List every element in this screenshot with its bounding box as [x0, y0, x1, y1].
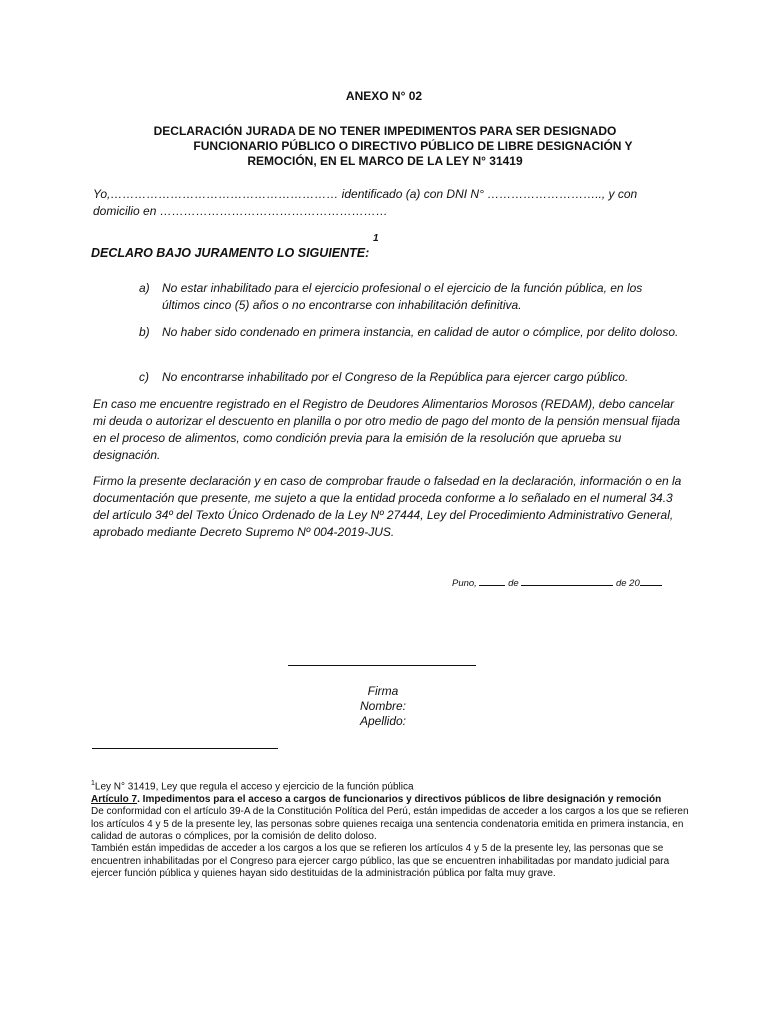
name-label: Nombre: [359, 699, 406, 713]
list-item [139, 369, 679, 386]
footnote-paragraph-2: También están impedidas de acceder a los cargos a los que se refieren los artículos 4 y 5 de la presente ley, las personas que se encuentren inhabilitadas por el Congreso para ejercer cargo público, las que se encuentren inhabilitadas por mandato judicial para ejercer función pública y quienes hayan sido destituidas de la administración pública por falta muy grave. [91, 843, 670, 880]
month-blank [521, 576, 613, 586]
declarant-intro [93, 186, 693, 220]
intro-line-1: Yo,………………………………………………… identificado (a) con DNI N° ……………………….., y con [93, 187, 638, 201]
year-blank [640, 576, 662, 586]
list-item-text: No haber sido condenado en primera instancia, en calidad de autor o cómplice, por delito doloso. [162, 325, 679, 339]
list-item-label: a) [139, 281, 150, 295]
annex-title: ANEXO N° 02 [345, 89, 423, 103]
footnote-article-heading [91, 794, 691, 806]
footnote [91, 778, 691, 881]
signature-label: Firma [367, 684, 399, 698]
list-item [139, 280, 679, 314]
article-title: . Impedimentos para el acceso a cargos de funcionarios y directivos públicos de libre designación y remoción [137, 793, 662, 805]
date-line [452, 576, 662, 589]
signature-paragraph: Firmo la presente declaración y en caso de comprobar fraude o falsedad en la declaración, información o en la documentación que presente, me sujeto a que la entidad proceda conforme a lo señalado en el numeral 34.3 del artículo 34º del Texto Único Ordenado de la Ley Nº 27444, Ley del Procedimiento Administrativo General, aprobado mediante Decreto Supremo Nº 004-2019-JUS. [93, 474, 682, 539]
list-item [139, 324, 679, 341]
surname-label: Apellido: [359, 714, 407, 728]
footnote-separator [92, 748, 278, 749]
footnote-number: 1 [91, 780, 95, 787]
signature-block [300, 684, 466, 729]
footnote-paragraph-1: De conformidad con el artículo 39-A de la Constitución Política del Perú, están impedidas de acceder a los cargos a los que se refieren los artículos 4 y 5 de la presente ley, las personas sobre quienes recaiga una sentencia condenatoria emitida en primera instancia, en calidad de autoras o cómplices, por la comisión de delito doloso. [91, 806, 689, 842]
redam-paragraph: En caso me encuentre registrado en el Registro de Deudores Alimentarios Morosos (REDAM), debo cancelar mi deuda o autorizar el descuento en planilla o por otro medio de pago del monto de la pensión mensual fijada en el proceso de alimentos, como condición previa para la emisión de la resolución que aprueba su designación. [93, 397, 681, 462]
declare-heading: DECLARO BAJO JURAMENTO LO SIGUIENTE: [91, 246, 370, 260]
list-item-text: No estar inhabilitado para el ejercicio profesional o el ejercicio de la función pública, en los últimos cinco (5) años o no encontrarse con inhabilitación definitiva. [162, 281, 643, 312]
declaration-title-line-2: FUNCIONARIO PÚBLICO O DIRECTIVO PÚBLICO DE LIBRE DESIGNACIÓN Y [193, 139, 633, 153]
date-place: Puno, [452, 578, 477, 589]
date-de-1: de [508, 578, 519, 589]
day-blank [479, 576, 505, 586]
footnote-law-line [91, 778, 691, 794]
list-item-label: b) [139, 325, 150, 339]
date-de-2: de 20 [615, 578, 640, 589]
footnote-law: Ley N° 31419, Ley que regula el acceso y ejercicio de la función pública [94, 781, 414, 793]
article-label: Artículo 7 [91, 793, 138, 805]
list-item-text: No encontrarse inhabilitado por el Congreso de la República para ejercer cargo público. [162, 370, 629, 384]
signature-line [288, 665, 476, 666]
declaration-title-line-1: DECLARACIÓN JURADA DE NO TENER IMPEDIMENTOS PARA SER DESIGNADO [153, 124, 617, 138]
declaration-title-line-3: REMOCIÓN, EN EL MARCO DE LA LEY N° 31419 [247, 154, 523, 168]
footnote-marker: 1 [373, 233, 379, 244]
list-item-label: c) [139, 370, 149, 384]
intro-line-2: domicilio en ………………………………………………… [93, 204, 388, 218]
declaration-title [120, 124, 650, 169]
